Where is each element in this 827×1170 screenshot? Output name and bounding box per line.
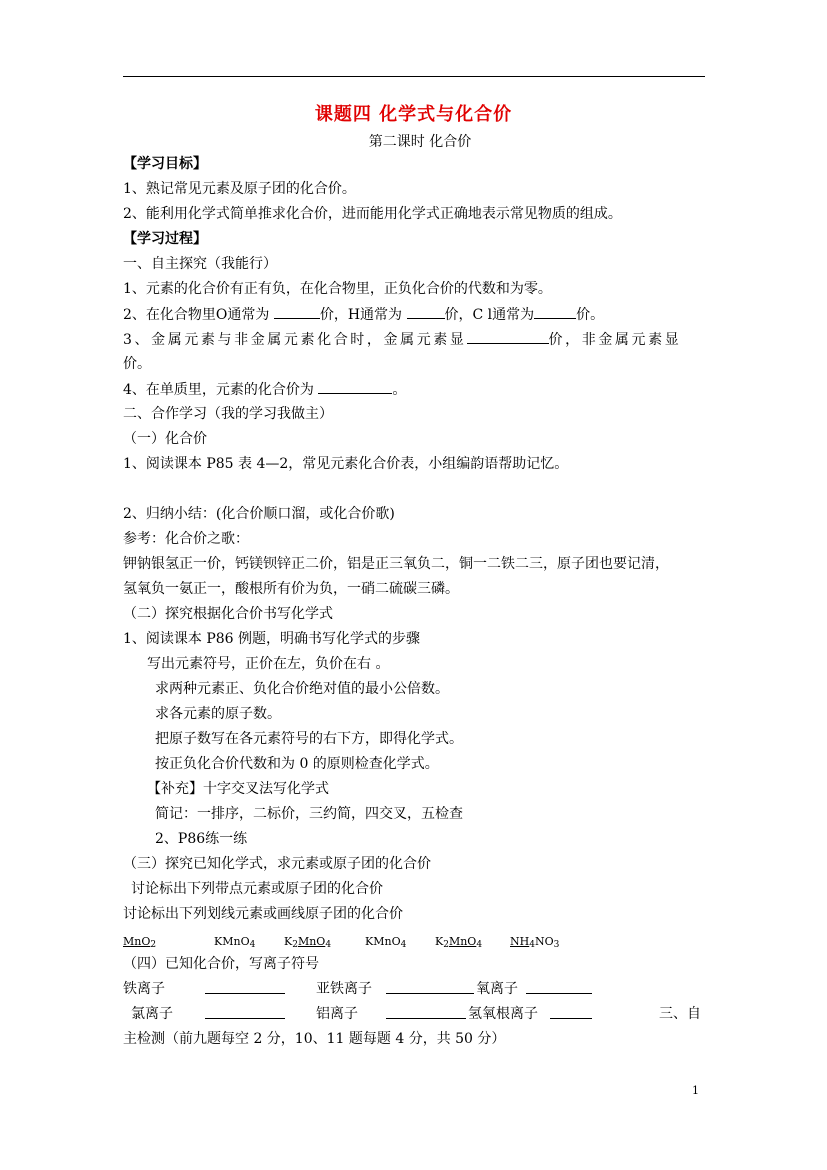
formula: $K_2MnO_4$ <box>284 935 332 950</box>
subsection-heading: （一）化合价 <box>123 431 207 447</box>
formula: $K_2MnO_4$ <box>435 935 483 950</box>
objective-item: 2、能利用化学式简单推求化合价，进而能用化学式正确地表示常见物质的组成。 <box>123 206 622 222</box>
exercise-line: 讨论标出下列带点元素或原子团的化合价 <box>131 881 383 897</box>
ion-label: 铁离子 <box>123 981 165 997</box>
supplement-heading: 【补充】十字交叉法写化学式 <box>147 781 329 797</box>
exercise-line: 1、阅读课本 P86 例题，明确书写化学式的步骤 <box>123 631 421 647</box>
formula: KMnO$_4$ <box>365 935 407 950</box>
ion-label: 氯离子 <box>131 1006 173 1022</box>
section-one-heading: 一、自主探究（我能行） <box>123 256 277 272</box>
exercise-line: 2、P86练一练 <box>155 831 248 847</box>
subsection-heading: （三）探究已知化学式，求元素或原子团的化合价 <box>123 856 431 872</box>
exercise-line: 2、在化合物里O通常为 价，H通常为 价，C l通常为 价。 <box>123 304 604 325</box>
step-line: 按正负化合价代数和为 0 的原则检查化学式。 <box>155 756 439 772</box>
page-title: 课题四 化学式与化合价 <box>314 104 513 125</box>
answer-blank[interactable] <box>318 379 392 394</box>
objectives-heading: 【学习目标】 <box>123 156 207 172</box>
section-three-heading-continued: 主检测（前九题每空 2 分，10、11 题每题 4 分，共 50 分） <box>123 1031 506 1047</box>
exercise-line: 2、归纳小结：(化合价顺口溜，或化合价歌) <box>123 506 395 522</box>
exercise-line: 1、阅读课本 P85 表 4—2，常见元素化合价表，小组编韵语帮助记忆。 <box>123 456 569 472</box>
formula: $NH_4NO_3$ <box>510 935 560 950</box>
exercise-line: 3、金属元素与非金属元素化合时，金属元素显 价，非金属元素显 <box>123 329 681 350</box>
reference-label: 参考：化合价之歌： <box>123 531 249 547</box>
valence-song-line: 氢氧负一氨正一，酸根所有价为负，一硝二硫碳三磷。 <box>123 581 459 597</box>
answer-blank[interactable] <box>386 979 474 1000</box>
answer-blank[interactable] <box>526 979 592 1000</box>
answer-blank[interactable] <box>386 1004 466 1025</box>
ion-label: 亚铁离子 <box>316 981 372 997</box>
process-heading: 【学习过程】 <box>123 231 207 247</box>
page-number: 1 <box>692 1084 699 1097</box>
formula: MnO$_2$ <box>123 935 157 950</box>
section-three-heading: 三、自 <box>659 1006 701 1022</box>
ion-label: 铝离子 <box>316 1006 358 1022</box>
ion-label: 氧离子 <box>476 981 518 997</box>
formula: KMnO$_4$ <box>214 935 256 950</box>
section-two-heading: 二、合作学习（我的学习我做主） <box>123 406 333 422</box>
valence-song-line: 钾钠银氢正一价，钙镁钡锌正二价，铝是正三氧负二，铜一二铁二三，原子团也要记清， <box>123 556 669 572</box>
supplement-line: 简记：一排序，二标价，三约简，四交叉，五检查 <box>155 806 463 822</box>
answer-blank[interactable] <box>534 304 576 319</box>
subsection-heading: （二）探究根据化合价书写化学式 <box>123 606 333 622</box>
step-line: 写出元素符号，正价在左，负价在右 。 <box>147 656 390 672</box>
exercise-line: 讨论标出下列划线元素或画线原子团的化合价 <box>123 906 403 922</box>
answer-blank[interactable] <box>407 304 445 319</box>
answer-blank[interactable] <box>205 1004 285 1025</box>
subsection-heading: （四）已知化合价，写离子符号 <box>123 956 319 972</box>
step-line: 求各元素的原子数。 <box>155 706 281 722</box>
answer-blank[interactable] <box>274 304 320 319</box>
exercise-line: 4、在单质里，元素的化合价为 。 <box>123 379 406 400</box>
objective-item: 1、熟记常见元素及原子团的化合价。 <box>123 181 356 197</box>
ion-label: 氢氧根离子 <box>468 1006 538 1022</box>
answer-blank[interactable] <box>550 1004 592 1025</box>
answer-blank[interactable] <box>467 329 549 344</box>
exercise-line-continued: 价。 <box>123 356 151 372</box>
answer-blank[interactable] <box>205 979 285 1000</box>
page-subtitle: 第二课时 化合价 <box>368 134 472 150</box>
step-line: 求两种元素正、负化合价绝对值的最小公倍数。 <box>155 681 449 697</box>
header-rule <box>123 76 705 77</box>
step-line: 把原子数写在各元素符号的右下方，即得化学式。 <box>155 731 463 747</box>
exercise-line: 1、元素的化合价有正有负，在化合物里，正负化合价的代数和为零。 <box>123 281 552 297</box>
